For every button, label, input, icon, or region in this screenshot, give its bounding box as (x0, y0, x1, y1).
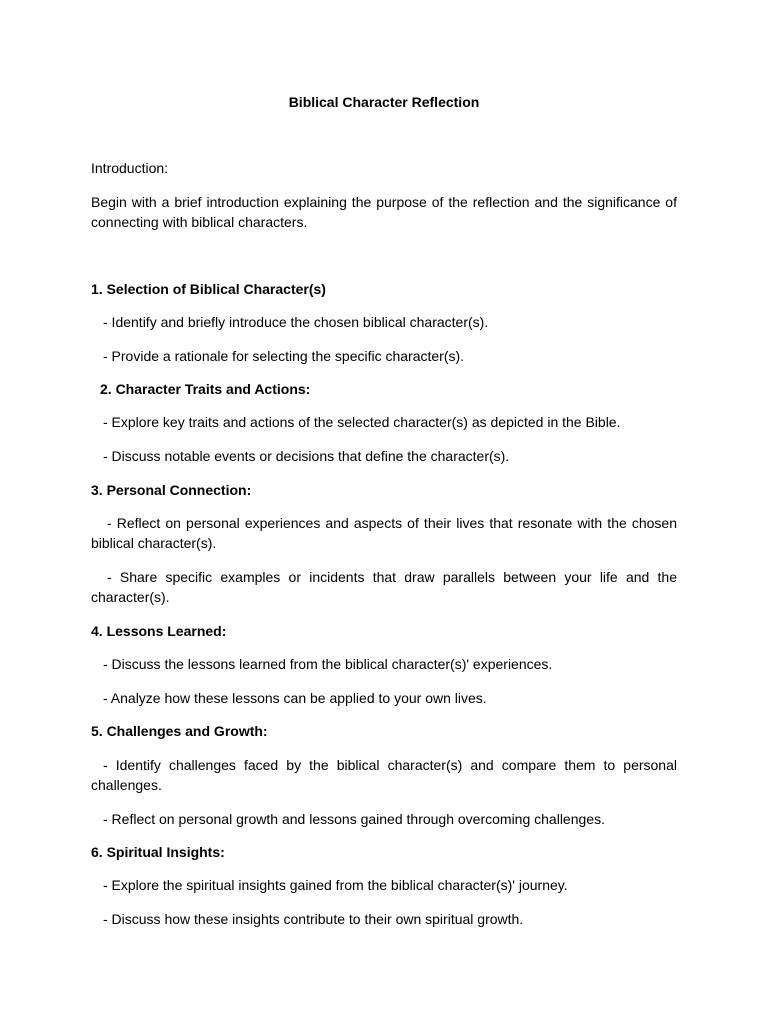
intro-label: Introduction: (91, 160, 169, 176)
section-item: - Discuss how these insights contribute to their own spiritual growth. (103, 911, 524, 927)
section-item: - Analyze how these lessons can be applied to your own lives. (103, 690, 487, 706)
section-heading: 1. Selection of Biblical Character(s) (91, 281, 326, 297)
intro-text: Begin with a brief introduction explaining the purpose of the reflection and the significance of connecting with biblical characters. (91, 194, 677, 230)
section-item: - Reflect on personal experiences and aspects of their lives that resonate with the chosen biblical character(s). (91, 515, 677, 551)
section-item: - Explore key traits and actions of the selected character(s) as depicted in the Bible. (103, 414, 621, 430)
document-title: Biblical Character Reflection (288, 94, 480, 110)
section-item: - Identify and briefly introduce the chosen biblical character(s). (103, 314, 489, 330)
section-heading: 5. Challenges and Growth: (91, 723, 268, 739)
section-heading: 3. Personal Connection: (91, 482, 252, 498)
section-item: - Explore the spiritual insights gained from the biblical character(s)' journey. (103, 877, 568, 893)
section-heading: 2. Character Traits and Actions: (100, 381, 311, 397)
section-item: - Discuss notable events or decisions that define the character(s). (103, 448, 510, 464)
section-item: - Share specific examples or incidents that draw parallels between your life and the character(s). (91, 569, 677, 605)
section-item: - Provide a rationale for selecting the specific character(s). (103, 348, 465, 364)
section-heading: 6. Spiritual Insights: (91, 844, 225, 860)
section-item: - Identify challenges faced by the biblical character(s) and compare them to personal challenges. (91, 757, 677, 793)
section-heading: 4. Lessons Learned: (91, 623, 227, 639)
section-item: - Reflect on personal growth and lessons gained through overcoming challenges. (103, 811, 605, 827)
section-item: - Discuss the lessons learned from the biblical character(s)' experiences. (103, 656, 553, 672)
